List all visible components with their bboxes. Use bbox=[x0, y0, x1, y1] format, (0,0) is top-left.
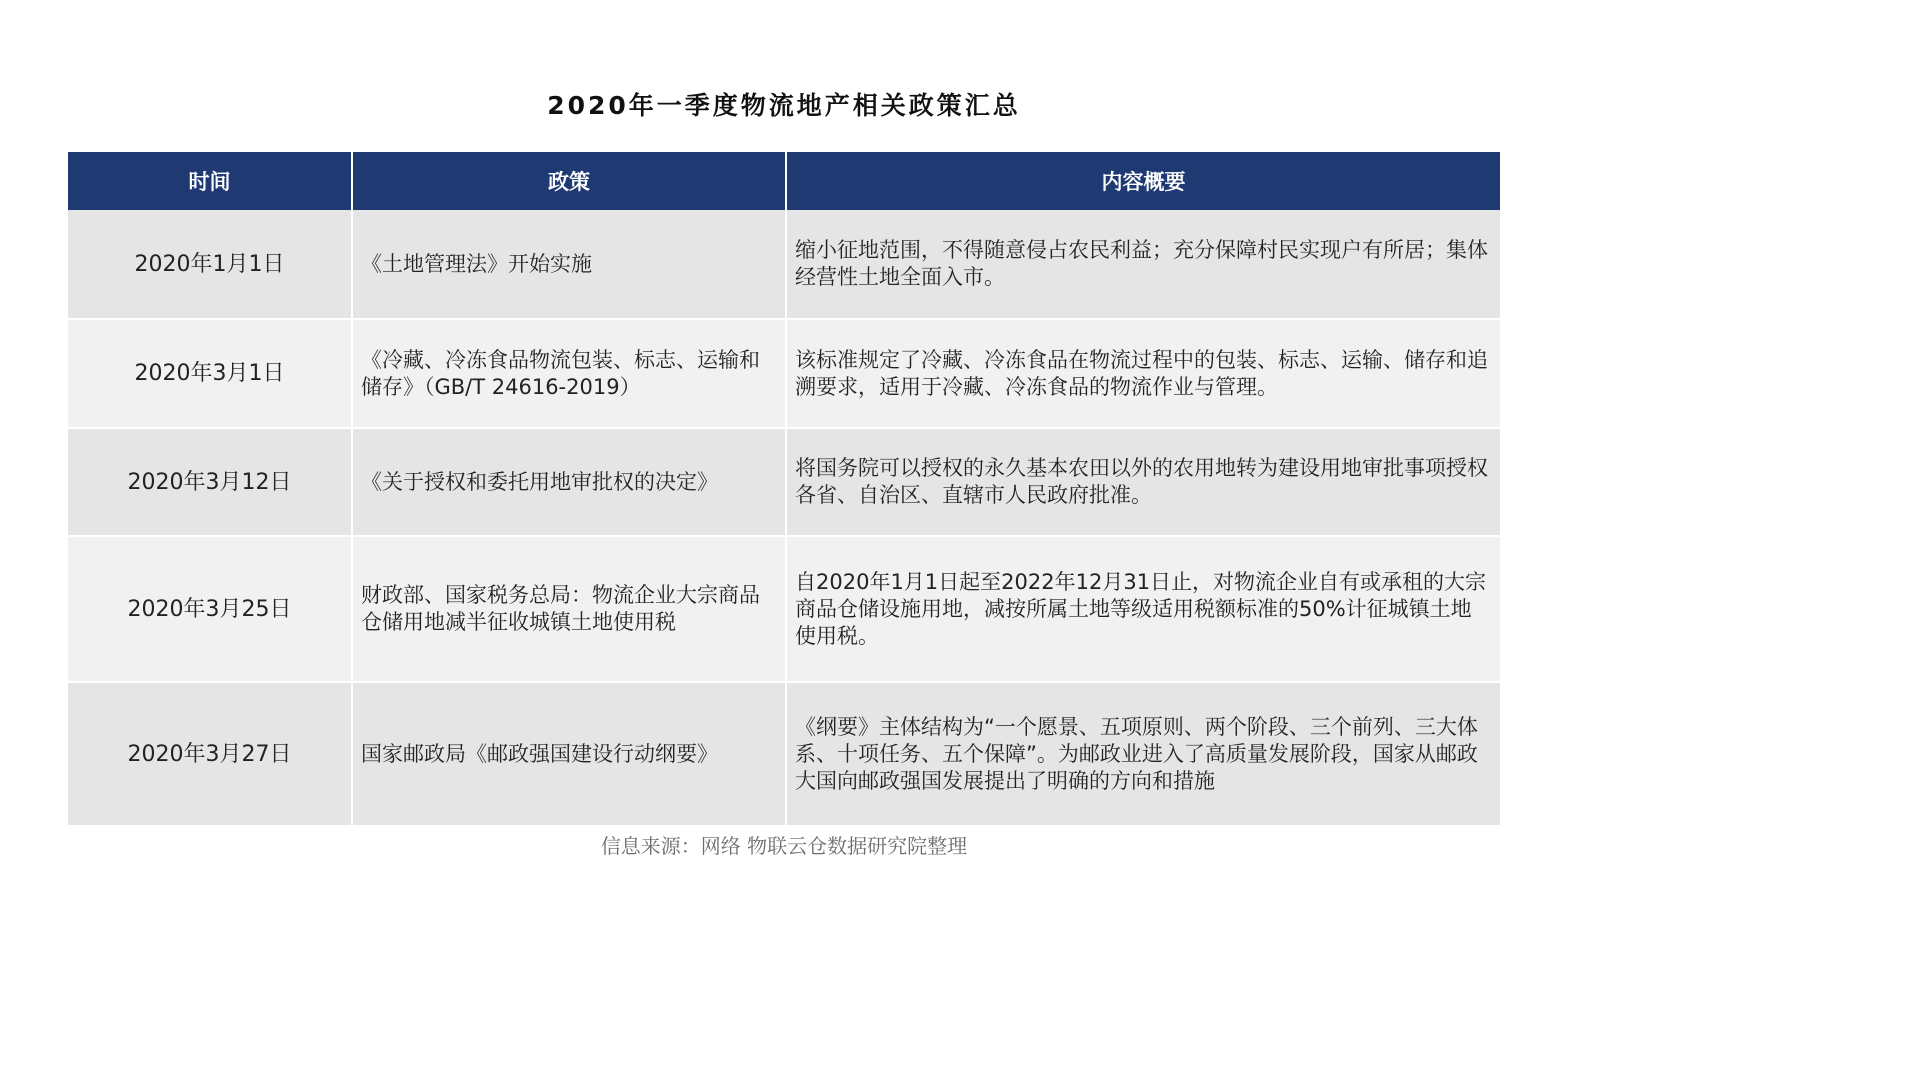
row-policy: 国家邮政局《邮政强国建设行动纲要》 bbox=[352, 682, 786, 826]
table-row bbox=[68, 210, 1500, 319]
row-date: 2020年3月12日 bbox=[68, 428, 352, 536]
table-row bbox=[68, 682, 1500, 826]
row-date: 2020年3月1日 bbox=[68, 319, 352, 428]
table-header-row bbox=[68, 152, 1500, 210]
row-summary: 《纲要》主体结构为“一个愿景、五项原则、两个阶段、三个前列、三大体系、十项任务、五个保障”。为邮政业进入了高质量发展阶段，国家从邮政大国向邮政强国发展提出了明确的方向和措施 bbox=[786, 682, 1500, 826]
row-summary: 该标准规定了冷藏、冷冻食品在物流过程中的包装、标志、运输、储存和追溯要求，适用于冷藏、冷冻食品的物流作业与管理。 bbox=[786, 319, 1500, 428]
row-date: 2020年3月25日 bbox=[68, 536, 352, 682]
table-row bbox=[68, 319, 1500, 428]
column-header-date: 时间 bbox=[68, 152, 352, 210]
page-title: 2020年一季度物流地产相关政策汇总 bbox=[547, 91, 1021, 120]
row-summary: 自2020年1月1日起至2022年12月31日止，对物流企业自有或承租的大宗商品仓储设施用地，减按所属土地等级适用税额标准的50%计征城镇土地使用税。 bbox=[786, 536, 1500, 682]
policy-table bbox=[68, 152, 1500, 827]
row-date: 2020年3月27日 bbox=[68, 682, 352, 826]
row-summary: 将国务院可以授权的永久基本农田以外的农用地转为建设用地审批事项授权各省、自治区、直辖市人民政府批准。 bbox=[786, 428, 1500, 536]
source-note: 信息来源：网络 物联云仓数据研究院整理 bbox=[600, 834, 968, 858]
row-policy: 《冷藏、冷冻食品物流包装、标志、运输和储存》（GB/T 24616-2019） bbox=[352, 319, 786, 428]
column-header-summary: 内容概要 bbox=[786, 152, 1500, 210]
column-header-policy: 政策 bbox=[352, 152, 786, 210]
row-date: 2020年1月1日 bbox=[68, 210, 352, 319]
row-policy: 《关于授权和委托用地审批权的决定》 bbox=[352, 428, 786, 536]
row-policy: 《土地管理法》开始实施 bbox=[352, 210, 786, 319]
row-policy: 财政部、国家税务总局：物流企业大宗商品仓储用地减半征收城镇土地使用税 bbox=[352, 536, 786, 682]
table-row bbox=[68, 536, 1500, 682]
row-summary: 缩小征地范围，不得随意侵占农民利益；充分保障村民实现户有所居；集体经营性土地全面入市。 bbox=[786, 210, 1500, 319]
table-row bbox=[68, 428, 1500, 536]
